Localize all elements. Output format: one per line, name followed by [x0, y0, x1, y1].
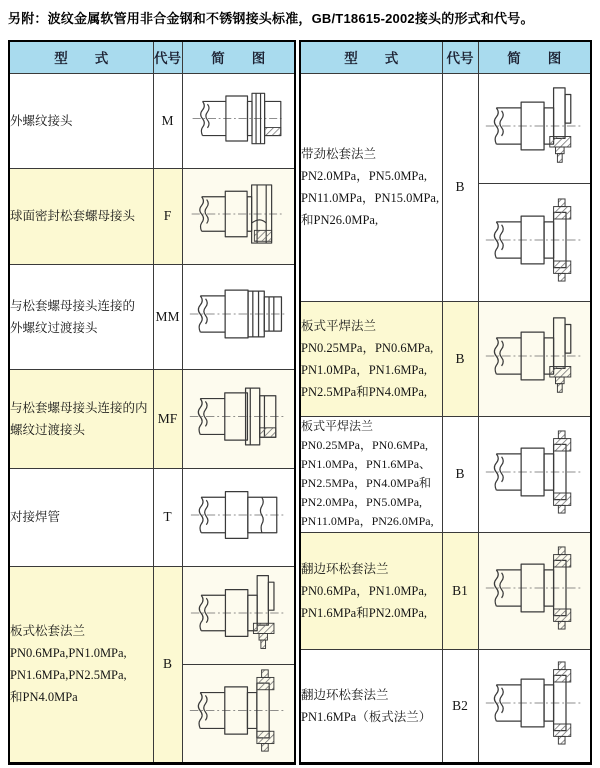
butt-weld-pipe-diagram — [187, 473, 290, 557]
type-text-line: 球面密封松套螺母接头 — [10, 209, 136, 223]
lap-ring-loose-flange-diagram — [482, 545, 587, 631]
code-cell: MF — [153, 369, 182, 468]
plate-loose-flange-section-diagram — [186, 668, 290, 753]
type-cell — [9, 168, 153, 264]
code-cell: B — [442, 73, 478, 301]
table-row — [9, 369, 295, 468]
type-text-line: 和PN4.0MPa — [10, 690, 78, 704]
table-row — [9, 468, 295, 566]
type-cell — [300, 301, 442, 416]
fitting-table-left — [8, 40, 296, 765]
diagram-cell — [182, 566, 295, 664]
type-text-line: PN0.25MPa，PN0.6MPa, — [301, 438, 429, 452]
neck-loose-flange-diagram — [482, 83, 587, 169]
column-header-diagram: 简 图 — [182, 41, 295, 73]
spherical-seal-loose-nut-fitting-diagram — [188, 173, 288, 255]
table-row — [300, 73, 591, 183]
code-cell: B2 — [442, 649, 478, 763]
code-cell: B — [153, 566, 182, 763]
type-text-line: 螺纹过渡接头 — [10, 422, 86, 437]
diagram-cell — [182, 168, 295, 264]
table-row — [9, 264, 295, 369]
code-cell: B — [442, 301, 478, 416]
type-cell — [9, 566, 153, 763]
code-cell: B1 — [442, 532, 478, 649]
type-text-line: 与松套螺母接头连接的内 — [10, 400, 148, 415]
table-row — [9, 566, 295, 664]
neck-loose-flange-section-diagram — [482, 197, 587, 283]
diagram-cell — [182, 264, 295, 369]
diagram-cell — [182, 664, 295, 763]
diagram-cell — [182, 369, 295, 468]
table-row — [300, 416, 591, 532]
type-cell — [9, 468, 153, 566]
plate-weld-flange-section-diagram — [482, 429, 587, 515]
type-text-line: PN0.25MPa，PN0.6MPa, — [301, 340, 434, 355]
type-text-line: 和PN26.0MPa, — [301, 213, 379, 227]
type-cell — [9, 264, 153, 369]
type-text-line: 板式平焊法兰 — [301, 419, 374, 433]
diagram-cell — [478, 73, 591, 183]
type-text-line: 外螺纹过渡接头 — [10, 320, 98, 335]
column-header-diagram: 简 图 — [478, 41, 591, 73]
plate-weld-flange-diagram — [482, 313, 587, 399]
fitting-tables-container — [8, 40, 592, 765]
type-cell — [9, 73, 153, 168]
type-text-line: PN1.6MPa,PN2.5MPa, — [10, 668, 127, 682]
type-text-line: PN11.0MPa，PN15.0MPa, — [301, 191, 440, 205]
type-text-line: 与松套螺母接头连接的 — [10, 298, 136, 313]
plate-loose-flange-diagram — [187, 571, 290, 655]
type-cell — [300, 73, 442, 301]
type-text-line: 翻边环松套法兰 — [301, 687, 389, 702]
type-text-line: 翻边环松套法兰 — [301, 561, 389, 576]
diagram-cell — [478, 649, 591, 763]
type-text-line: 板式平焊法兰 — [301, 318, 377, 333]
male-transition-fitting-diagram — [186, 271, 291, 357]
code-cell: B — [442, 416, 478, 532]
type-cell — [300, 532, 442, 649]
type-text-line: PN1.6MPa和PN2.0MPa, — [301, 605, 428, 620]
page-title: 另附：波纹金属软管用非合金钢和不锈钢接头标准，GB/T18615-2002接头的形式和代号。 — [8, 11, 534, 26]
code-cell: M — [153, 73, 182, 168]
diagram-cell — [478, 183, 591, 301]
column-header-code: 代号 — [442, 41, 478, 73]
table-row — [9, 168, 295, 264]
type-text-line: PN1.0MPa，PN1.6MPa, — [301, 362, 428, 377]
table-row — [9, 73, 295, 168]
type-text-line: PN2.5MPa和PN4.0MPa, — [301, 384, 428, 399]
type-text-line: PN11.0MPa，PN26.0MPa, — [301, 514, 434, 528]
type-text-line: PN2.5MPa，PN4.0MPa和 — [301, 476, 432, 490]
table-row — [300, 301, 591, 416]
diagram-cell — [182, 73, 295, 168]
type-cell — [300, 416, 442, 532]
column-header-code: 代号 — [153, 41, 182, 73]
fitting-table-right — [299, 40, 592, 765]
type-text-line: PN2.0MPa，PN5.0MPa, — [301, 495, 423, 509]
diagram-cell — [478, 532, 591, 649]
diagram-cell — [478, 416, 591, 532]
column-header-type: 型 式 — [9, 41, 153, 73]
type-text-line: PN0.6MPa，PN1.0MPa, — [301, 583, 428, 598]
table-row — [300, 649, 591, 763]
type-text-line: 板式松套法兰 — [10, 624, 86, 638]
type-cell — [9, 369, 153, 468]
diagram-cell — [182, 468, 295, 566]
code-cell: MM — [153, 264, 182, 369]
type-text-line: PN1.6MPa（板式法兰） — [301, 709, 432, 724]
type-text-line: 对接焊管 — [10, 510, 61, 524]
code-cell: F — [153, 168, 182, 264]
type-text-line: 外螺纹接头 — [10, 113, 73, 128]
code-cell: T — [153, 468, 182, 566]
male-threaded-fitting-diagram — [189, 78, 288, 159]
column-header-type: 型 式 — [300, 41, 442, 73]
type-text-line: PN0.6MPa,PN1.0MPa, — [10, 646, 127, 660]
diagram-cell — [478, 301, 591, 416]
type-text-line: PN2.0MPa，PN5.0MPa, — [301, 169, 428, 183]
lap-ring-plate-flange-diagram — [482, 660, 587, 746]
type-cell — [300, 649, 442, 763]
type-text-line: 带劲松套法兰 — [301, 147, 377, 161]
table-row — [300, 532, 591, 649]
type-text-line: PN1.0MPa，PN1.6MPa、 — [301, 457, 432, 471]
female-transition-fitting-diagram — [186, 374, 290, 459]
